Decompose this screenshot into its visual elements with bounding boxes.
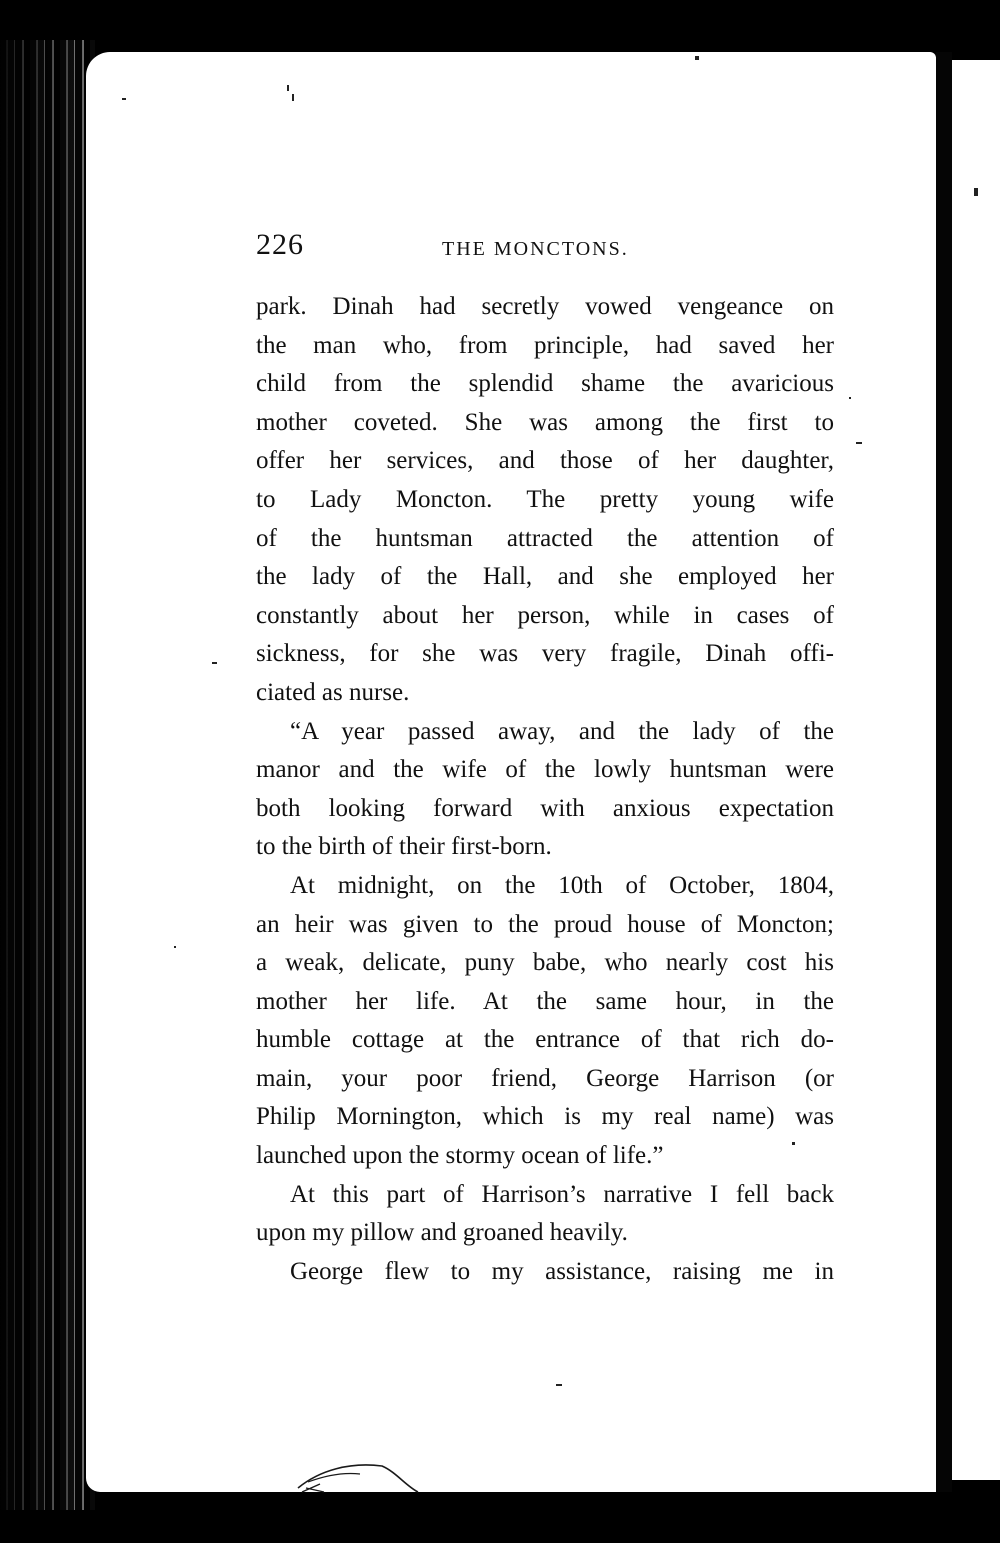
- text-line: the lady of the Hall, and she employed her: [256, 563, 834, 591]
- page-right-shadow: [936, 52, 952, 1492]
- text-line: At this part of Harrison’s narrative I fell back: [290, 1180, 834, 1208]
- text-line: main, your poor friend, George Harrison (or: [256, 1064, 834, 1092]
- text-line: ciated as nurse.: [256, 678, 410, 706]
- text-line: to the birth of their first-born.: [256, 833, 552, 861]
- text-line: an heir was given to the proud house of Moncton;: [256, 910, 834, 938]
- text-line: Philip Mornington, which is my real name) was: [256, 1103, 834, 1131]
- text-line: mother coveted. She was among the first to: [256, 408, 834, 436]
- gutter-shadow: [0, 40, 95, 1510]
- paragraph: [256, 1253, 834, 1292]
- text-line: upon my pillow and groaned heavily.: [256, 1219, 628, 1247]
- text-line: sickness, for she was very fragile, Dinah offi-: [256, 640, 834, 668]
- text-line: George flew to my assistance, raising me in: [290, 1257, 834, 1285]
- text-line: humble cottage at the entrance of that rich do-: [256, 1026, 834, 1054]
- running-head: [256, 228, 836, 268]
- text-line: a weak, delicate, puny babe, who nearly cost his: [256, 949, 834, 977]
- paragraph: [256, 713, 834, 867]
- text-line: launched upon the stormy ocean of life.”: [256, 1142, 664, 1170]
- text-line: park. Dinah had secretly vowed vengeance on: [256, 293, 834, 320]
- page-number: 226: [256, 228, 304, 261]
- text-line: At midnight, on the 10th of October, 1804,: [290, 871, 834, 899]
- text-line: “A year passed away, and the lady of the: [290, 717, 834, 745]
- text-line: mother her life. At the same hour, in the: [256, 987, 834, 1015]
- text-line: both looking forward with anxious expectation: [256, 794, 834, 822]
- body-text: [256, 288, 834, 1291]
- ornament-flourish: [290, 1448, 430, 1496]
- text-line: the man who, from principle, had saved her: [256, 331, 834, 359]
- text-line: child from the splendid shame the avaricious: [256, 370, 834, 398]
- text-line: manor and the wife of the lowly huntsman were: [256, 756, 834, 784]
- text-line: to Lady Moncton. The pretty young wife: [256, 485, 834, 513]
- paragraph: [256, 288, 834, 713]
- text-line: of the huntsman attracted the attention of: [256, 524, 834, 552]
- running-title: THE MONCTONS.: [442, 238, 629, 260]
- next-page-edge: [952, 60, 1000, 1480]
- text-line: constantly about her person, while in cases of: [256, 601, 834, 629]
- paragraph: [256, 867, 834, 1176]
- paragraph: [256, 1176, 834, 1253]
- text-line: offer her services, and those of her daughter,: [256, 447, 834, 475]
